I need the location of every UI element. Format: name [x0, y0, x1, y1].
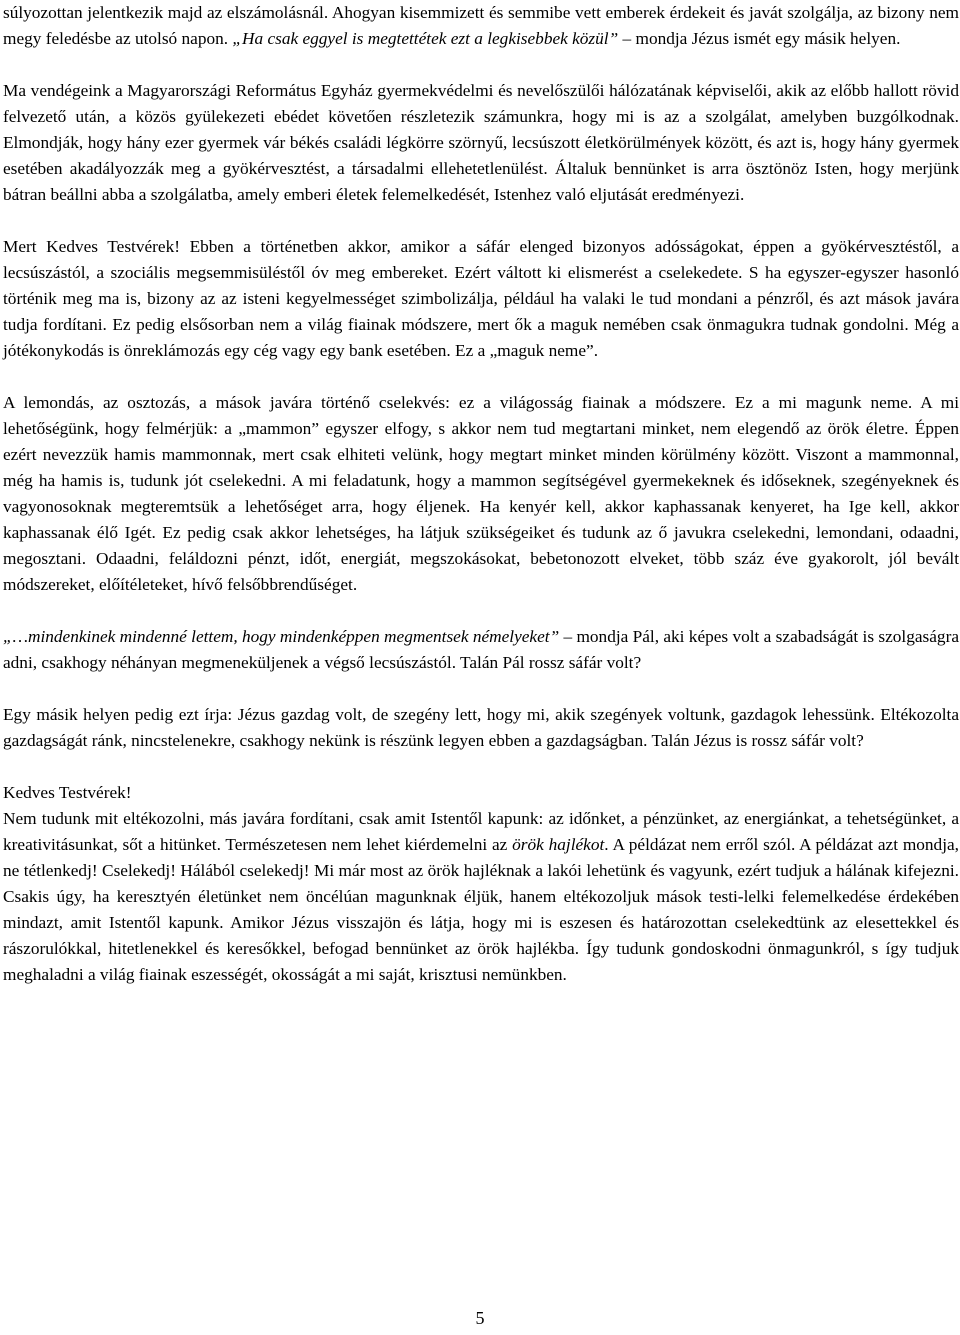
- paragraph-5-quote: „…mindenkinek mindenné lettem, hogy mindenképpen megmentsek némelyeket”: [3, 627, 560, 646]
- paragraph-6: Egy másik helyen pedig ezt írja: Jézus gazdag volt, de szegény lett, hogy mi, akik szegények voltunk, gazdagok lehessünk. Eltékozolta gazdagságát ránk, nincstelenekre, csakhogy nekünk is részünk legyen ebben a gazdagságban. Talán Jézus is rossz sáfár volt?: [3, 705, 959, 750]
- paragraph-3: Mert Kedves Testvérek! Ebben a történetben akkor, amikor a sáfár elenged bizonyos adósságokat, éppen a gyökérvesztéstől, a lecsúszástól, a szociális megsemmisüléstől óv meg embereket. Ezért váltott ki elismerést a cselekedete. S ha egyszer-egyszer hasonló történik meg ma is, bizony az az isteni kegyelmességet szimbolizálja, például ha valaki le tud mondani a pénzről, és azt mások javára tudja fordítani. Ez pedig elsősorban nem a világ fiainak módszere, mert ők a maguk nemében csak önmagukra tudnak gondolni. Még a jótékonykodás is önreklámozás egy cég vagy egy bank esetében. Ez a „maguk neme”.: [3, 237, 959, 360]
- paragraph-7-emphasis: örök hajlékot: [512, 835, 605, 854]
- document-page: [3, 0, 959, 988]
- paragraph-7-text-b: . A példázat nem erről szól. A példázat azt mondja, ne tétlenkedj! Cselekedj! Hálából cselekedj! Mi már most az örök hajléknak a lakói lehetünk és vagyunk, ezért tudjuk a hálának kifejezni. Csakis úgy, ha keresztyén életünket nem öncélúan magunknak éljük, hanem eltékozoljuk mások testi-lelki felemelkedése érdekében mindazt, amit Istentől kapunk. Amikor Jézus visszajön és látja, hogy mi is eszesen és határozottan cselekedtünk az elesettekkel és rászorulókkal, hitetlenekkel és keresőkkel, befogad bennünket az örök hajlékba. Így tudunk gondoskodni önmagunkról, s így tudjuk meghaladni a világ fiainak eszességét, okosságát a mi saját, krisztusi nemünkben.: [3, 835, 959, 984]
- paragraph-5-text: – mondja Pál, aki képes volt a szabadságát is szolgaságra adni, csakhogy néhányan megmeneküljenek a végső lecsúszástól. Talán Pál rossz sáfár volt?: [3, 627, 959, 672]
- paragraph-7-text-a: Nem tudunk mit eltékozolni, más javára fordítani, csak amit Istentől kapunk: az időnket, a pénzünket, az energiánkat, a tehetségünket, a kreativitásunkat, sőt a hitünket. Természetesen nem lehet kiérdemelni az: [3, 809, 959, 854]
- page-number: 5: [475, 1308, 485, 1328]
- salutation: Kedves Testvérek!: [3, 783, 132, 802]
- paragraph-7: [3, 806, 959, 988]
- paragraph-1-text-b: – mondja Jézus ismét egy másik helyen.: [618, 29, 901, 48]
- paragraph-1-text-a: súlyozottan jelentkezik majd az elszámolásnál. Ahogyan kisemmizett és semmibe vett emberek érdekeit és javát szolgálja, az bizony nem megy feledésbe az utolsó napon.: [3, 3, 959, 48]
- paragraph-2: Ma vendégeink a Magyarországi Református Egyház gyermekvédelmi és nevelőszülői hálózatának képviselői, akik az előbb hallott rövid felvezető után, a közös gyülekezeti ebédet követően részletezik számunkra, hogy mi is az a szolgálat, amelyben buzgólkodnak. Elmondják, hogy hány ezer gyermek vár békés családi légkörre szörnyű, lecsúszott életkörülmények között, és azt is, hogy hány gyermek esetében akadályozzák meg a gyökérvesztést, a társadalmi ellehetetlenülést. Általuk bennünket is arra ösztönöz Isten, hogy merjünk bátran beállni abba a szolgálatba, amely emberi életek felemelkedését, Istenhez való eljutását eredményezi.: [3, 81, 959, 204]
- paragraph-1-quote: „Ha csak eggyel is megtettétek ezt a legkisebbek közül”: [232, 29, 619, 48]
- paragraph-1: [3, 0, 959, 52]
- paragraph-4: A lemondás, az osztozás, a mások javára történő cselekvés: ez a világosság fiainak a módszere. Ez a mi magunk neme. A mi lehetőségünk, hogy felmérjük: a „mammon” egyszer elfogy, s akkor nem tud megtartani minket, nem elegendő az örök életre. Éppen ezért nevezzük hamis mammonnak, mert csak elhiteti velünk, hogy megtart minket minden körülmény között. Viszont a mammonnal, még ha hamis is, tudunk jót cselekedni. A mi feladatunk, hogy a mammon segítségével gyermekeknek és időseknek, szegényeknek és vagyonosoknak megteremtsük a lehetőséget arra, hogy éljenek. Ha kenyér kell, akkor kaphassanak kenyeret, ha Ige kell, akkor kaphassanak élő Igét. Ez pedig csak akkor lehetséges, ha látjuk szükségeiket és tudunk az ő javukra cselekedni, lemondani, odaadni, megosztani. Odaadni, feláldozni pénzt, időt, energiát, megszokásokat, bebetonozott elveket, több száz éve gyakorolt, jól bevált módszereket, előítéleteket, hívő felsőbbrendűséget.: [3, 393, 959, 594]
- paragraph-5: [3, 624, 959, 676]
